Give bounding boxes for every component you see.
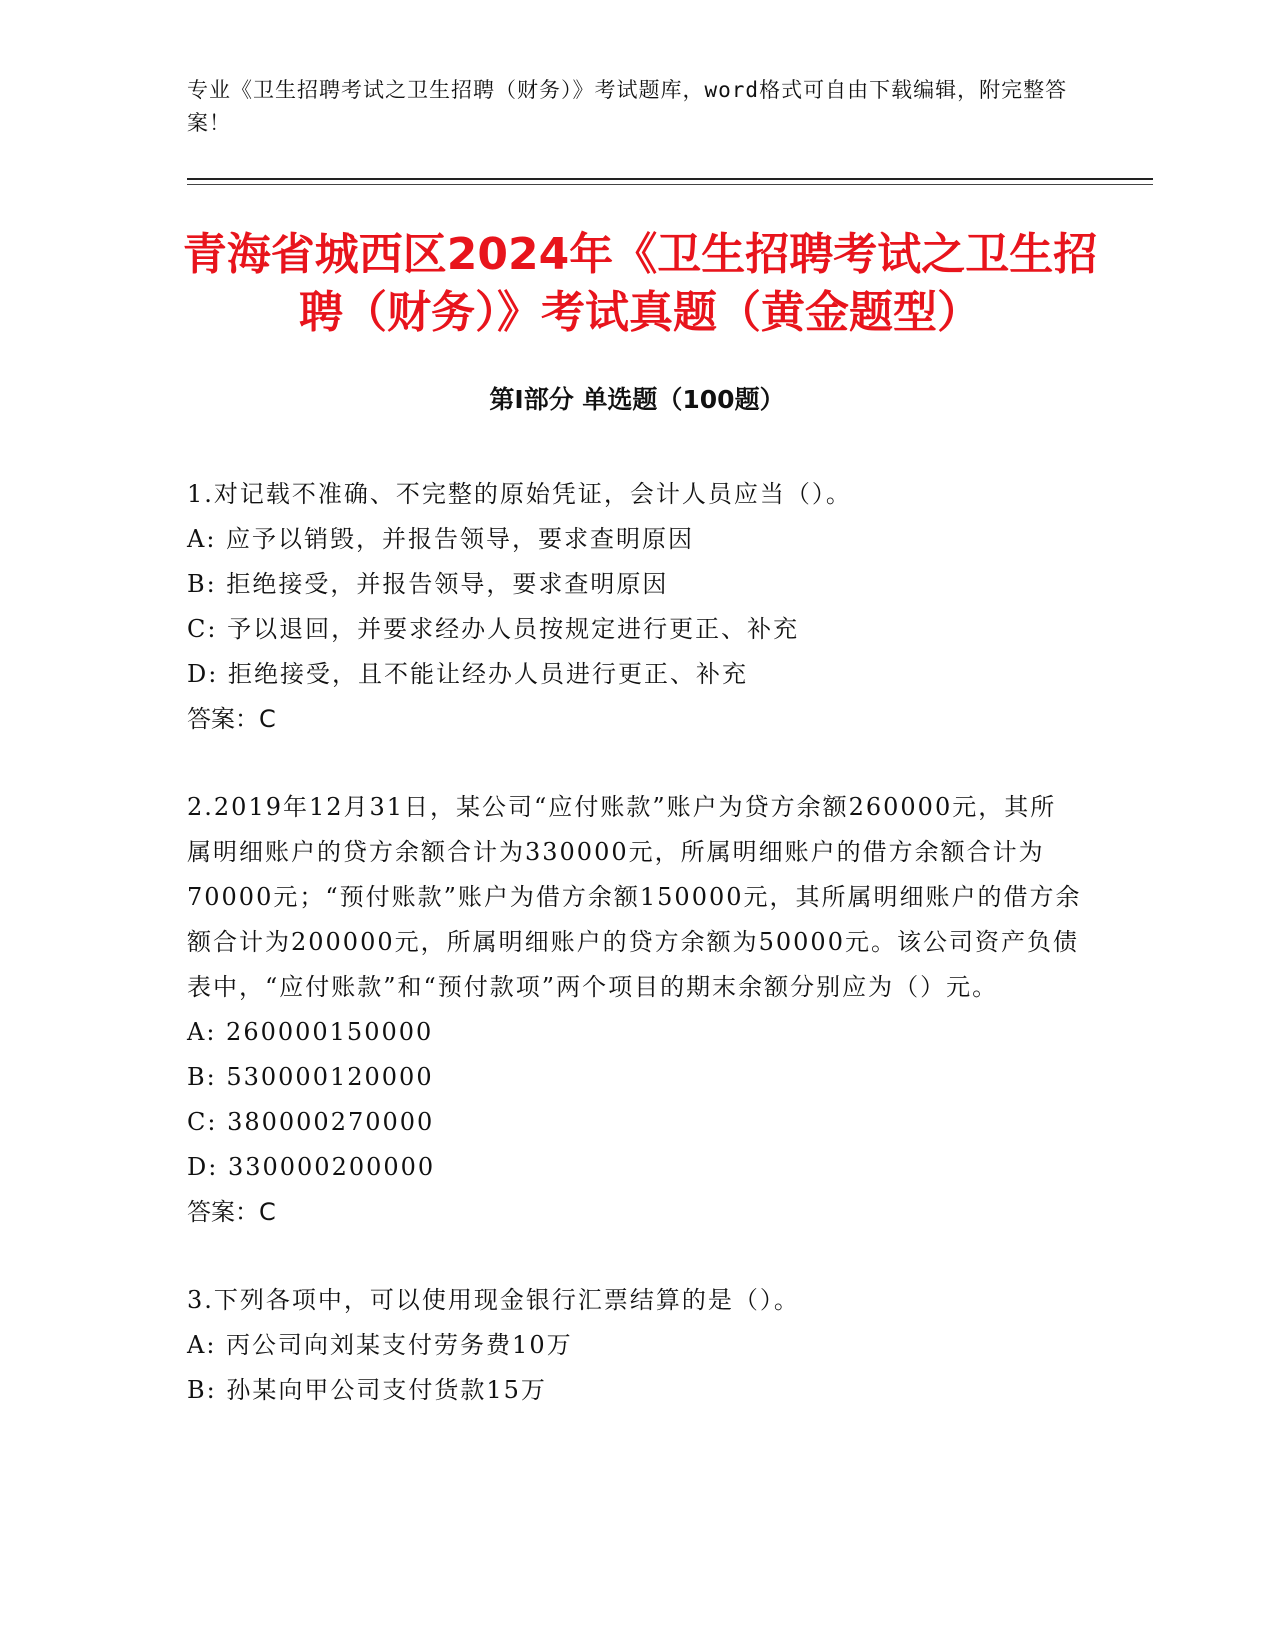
header-note: 专业《卫生招聘考试之卫生招聘（财务）》考试题库，word格式可自由下载编辑，附完整答案！ — [187, 78, 1068, 135]
question-stem: 3.下列各项中，可以使用现金银行汇票结算的是（）。 — [187, 1286, 800, 1314]
question-list — [187, 472, 1082, 1456]
question-2 — [187, 785, 1082, 1235]
question-stem: 2.2019年12月31日，某公司“应付账款”账户为贷方余额260000元，其所属明细账户的贷方余额合计为330000元，所属明细账户的借方余额合计为70000元；“预付账款”账户为借方余额150000元，其所属明细账户的借方余额合计为200000元，所属明细账户的贷方余额为50000元。该公司资产负债表中，“应付账款”和“预付款项”两个项目的期末余额分别应为（）元。 — [187, 793, 1082, 1001]
question-stem: 1.对记载不准确、不完整的原始凭证，会计人员应当（）。 — [187, 480, 852, 508]
header-divider-thin — [187, 184, 1153, 185]
section-title: 第I部分 单选题（100题） — [489, 385, 785, 414]
option-c: C: 380000270000 — [187, 1108, 435, 1136]
option-b: B: 孙某向甲公司支付货款15万 — [187, 1376, 547, 1404]
option-a: A: 丙公司向刘某支付劳务费10万 — [187, 1331, 573, 1359]
option-a: A: 应予以销毁，并报告领导，要求查明原因 — [187, 525, 695, 553]
answer: 答案：C — [187, 1198, 276, 1226]
header-divider-thick — [187, 178, 1153, 180]
option-b: B: 530000120000 — [187, 1063, 434, 1091]
option-d: D: 330000200000 — [187, 1153, 436, 1181]
option-a: A: 260000150000 — [187, 1018, 434, 1046]
question-1 — [187, 472, 1082, 742]
document-title: 青海省城西区2024年《卫生招聘考试之卫生招聘（财务）》考试真题（黄金题型） — [182, 229, 1098, 338]
question-3 — [187, 1278, 1082, 1413]
option-c: C: 予以退回，并要求经办人员按规定进行更正、补充 — [187, 615, 800, 643]
option-b: B: 拒绝接受，并报告领导，要求查明原因 — [187, 570, 669, 598]
answer: 答案：C — [187, 705, 276, 733]
option-d: D: 拒绝接受，且不能让经办人员进行更正、补充 — [187, 660, 748, 688]
